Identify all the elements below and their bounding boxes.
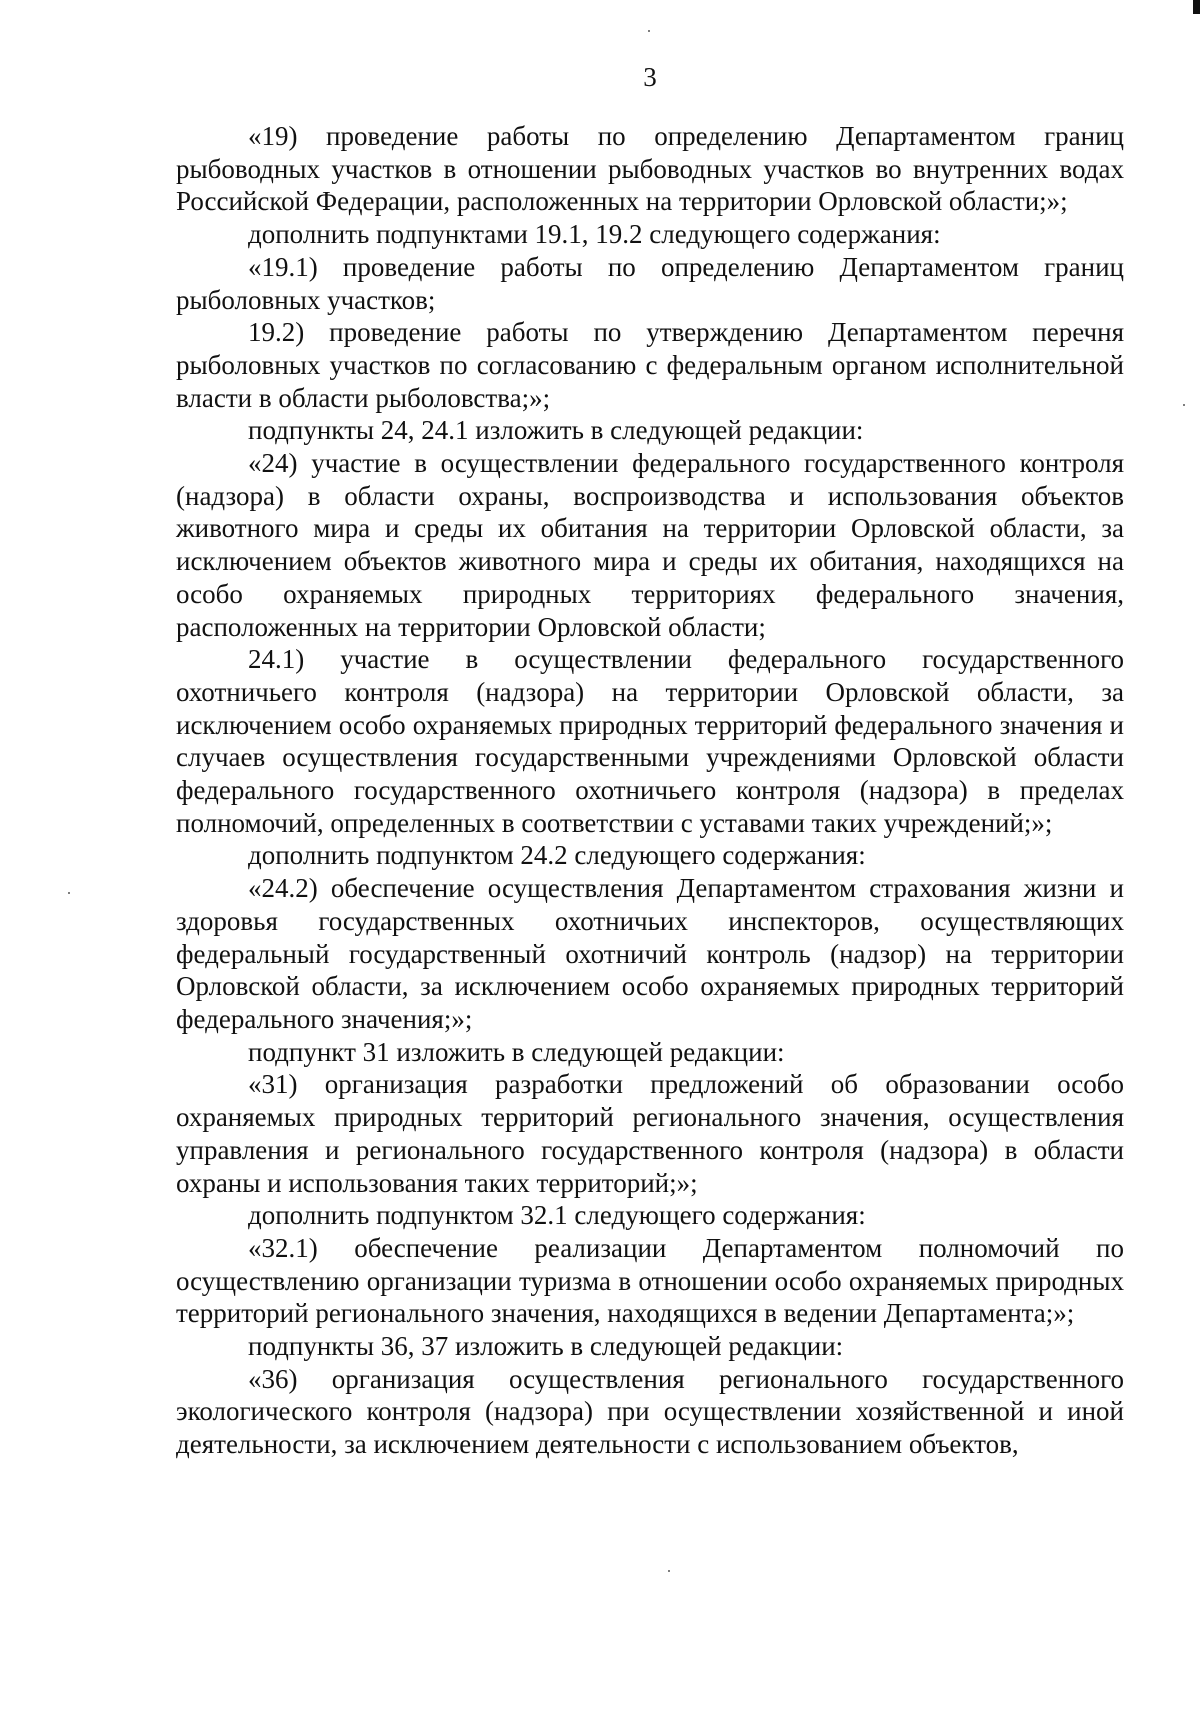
paragraph-subitem-19: «19) проведение работы по определению Департаментом границ рыбоводных участков в отношении рыбоводных участков во внутренних водах Российской Федерации, расположенных на территории Орловской области;»; [176, 121, 1124, 217]
scan-speck [668, 1570, 670, 1572]
paragraph-amend-36-37: подпункты 36, 37 изложить в следующей редакции: [248, 1331, 844, 1362]
scan-edge-mark [1193, 0, 1200, 14]
paragraph-amend-24-2: дополнить подпунктом 24.2 следующего содержания: [248, 840, 866, 871]
scan-speck [68, 892, 70, 894]
paragraph-subitem-31: «31) организация разработки предложений об образовании особо охраняемых природных территорий регионального значения, осуществления управления и регионального государственного контроля (надзора) в области охраны и использования таких территорий;»; [176, 1069, 1124, 1198]
paragraph-subitem-24: «24) участие в осуществлении федерального государственного контроля (надзора) в области охраны, воспроизводства и использования объектов животного мира и среды их обитания на территории Орловской области, за исключением объектов животного мира и среды их обитания, находящихся на особо охраняемых природных территориях федерального значения, расположенных на территории Орловской области; [176, 448, 1124, 642]
paragraph-amend-32-1: дополнить подпунктом 32.1 следующего содержания: [248, 1200, 866, 1231]
paragraph-subitem-32-1: «32.1) обеспечение реализации Департаментом полномочий по осуществлению организации туризма в отношении особо охраняемых природных территорий регионального значения, находящихся в ведении Департамента;»; [176, 1232, 1124, 1329]
page-number: 3 [643, 62, 657, 92]
paragraph-amend-31: подпункт 31 изложить в следующей редакции: [248, 1036, 785, 1067]
paragraph-subitem-24-2: «24.2) обеспечение осуществления Департаментом страхования жизни и здоровья государственных охотничьих инспекторов, осуществляющих федеральный государственный охотничий контроль (надзор) на территории Орловской области, за исключением особо охраняемых природных территорий федерального значения;»; [176, 873, 1124, 1034]
scan-speck [1183, 404, 1185, 406]
paragraph-subitem-24-1: 24.1) участие в осуществлении федерального государственного охотничьего контроля (надзора) на территории Орловской области, за исключением особо охраняемых природных территорий федерального значения и случаев осуществления государственными учреждениями Орловской области федерального государственного охотничьего контроля (надзора) в пределах полномочий, определенных в соответствии с уставами таких учреждений;»; [176, 644, 1124, 838]
paragraph-subitem-19-2: 19.2) проведение работы по утверждению Департаментом перечня рыболовных участков по согласованию с федеральным органом исполнительной власти в области рыболовства;»; [176, 317, 1124, 413]
scan-speck [648, 30, 650, 32]
paragraph-amend-19-1-19-2: дополнить подпунктами 19.1, 19.2 следующего содержания: [248, 219, 941, 250]
paragraph-amend-24-24-1: подпункты 24, 24.1 изложить в следующей редакции: [248, 415, 864, 446]
document-body [176, 120, 1124, 1461]
paragraph-subitem-36: «36) организация осуществления регионального государственного экологического контроля (надзора) при осуществлении хозяйственной и иной деятельности, за исключением деятельности с использованием объектов, [176, 1363, 1124, 1460]
paragraph-subitem-19-1: «19.1) проведение работы по определению Департаментом границ рыболовных участков; [176, 251, 1124, 315]
